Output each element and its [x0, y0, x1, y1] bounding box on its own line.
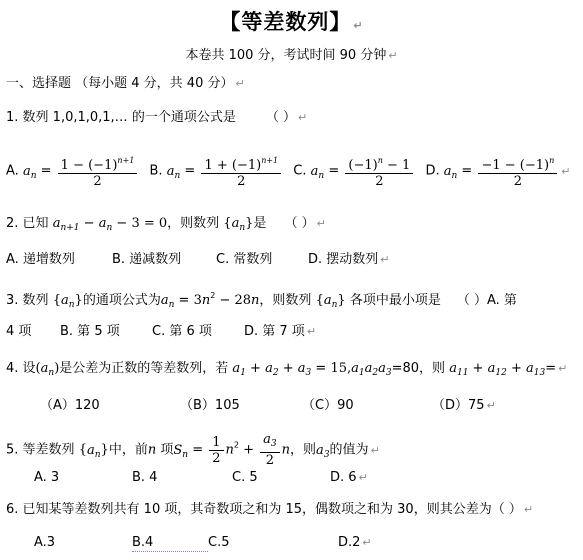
option-c[interactable]: C.5 — [208, 535, 230, 550]
question-5-options: A. 3 B. 4 C. 5 D. 6 ↵ — [34, 470, 368, 485]
option-a-cont[interactable]: 4 项 — [6, 324, 32, 339]
question-3-stem: 3. 数列 $\{a_n\}$的通项公式为$a_n = 3n^2 - 28n$，则数列 $\{a_n\}$ 各项中最小项是 （ ）A. 第 — [6, 291, 517, 310]
question-1-options: A. $a_n$ = $\frac{1 - (-1)^{n+1}}{2}$ B. $a_n$ = $\frac{1 + (-1)^{n+1}}{2}$ C. $a_n$ = $\frac{(-1)^n - 1}{2}$ D. $a_n$ = $\frac{-1 - (-1)^n}{2}$ ↵ — [6, 153, 570, 189]
option-b[interactable]: B. 第 5 项 — [60, 324, 120, 339]
option-b[interactable]: B. 递减数列 — [112, 252, 182, 267]
option-a[interactable]: （A）120 — [40, 398, 100, 413]
option-c[interactable]: C. 5 — [232, 470, 258, 485]
option-d[interactable]: D. $a_n$ = $\frac{-1 - (-1)^n}{2}$ — [425, 153, 559, 189]
option-a[interactable]: A. 递增数列 — [6, 252, 75, 267]
page-title: 【等差数列】 ↵ — [219, 10, 364, 34]
option-b[interactable]: B. 4 — [132, 470, 158, 485]
option-d[interactable]: D. 第 7 项 — [244, 324, 305, 339]
option-a[interactable]: A. $a_n$ = $\frac{1 - (-1)^{n+1}}{2}$ — [6, 153, 139, 189]
option-d[interactable]: （D）75 — [432, 398, 485, 413]
question-4-options: （A）120 （B）105 （C）90 （D）75 ↵ — [40, 398, 496, 413]
option-b[interactable]: （B）105 — [180, 398, 240, 413]
question-2-options: A. 递增数列 B. 递减数列 C. 常数列 D. 摆动数列 ↵ — [6, 252, 390, 267]
option-a[interactable]: A. 3 — [34, 470, 60, 485]
option-d[interactable]: D.2 — [338, 535, 361, 550]
question-6-options: A.3 B.4 C.5 D.2 ↵ — [34, 535, 372, 550]
question-5-stem: 5. 等差数列 $\{a_n\}$中，前n 项$S_n$ = $\frac{1}{2}$ $n^2$ + $\frac{a_3}{2}$ n，则$a_3$的值为 ↵ — [6, 432, 380, 468]
option-c[interactable]: C. 第 6 项 — [152, 324, 212, 339]
exam-info: 本卷共 100 分，考试时间 90 分钟 ↵ — [185, 48, 398, 63]
option-c[interactable]: C. 常数列 — [216, 252, 273, 267]
option-b[interactable]: B. $a_n$ = $\frac{1 + (-1)^{n+1}}{2}$ — [150, 153, 284, 189]
question-2-stem: 2. 已知 $a_{n+1} - a_n - 3 = 0$，则数列 $\{a_n\}$是 （ ） ↵ — [6, 216, 326, 233]
question-1-stem: 1. 数列 1,0,1,0,1,… 的一个通项公式是 （ ） ↵ — [6, 110, 308, 125]
option-c[interactable]: （C）90 — [302, 398, 354, 413]
question-3-options: 4 项 B. 第 5 项 C. 第 6 项 D. 第 7 项 ↵ — [6, 324, 317, 339]
option-c[interactable]: C. $a_n$ = $\frac{(-1)^n - 1}{2}$ — [293, 153, 415, 189]
option-d[interactable]: D. 6 — [330, 470, 357, 485]
option-d[interactable]: D. 摆动数列 — [308, 252, 379, 267]
option-a[interactable]: A.3 — [34, 535, 56, 550]
option-b[interactable]: B.4 — [132, 535, 208, 552]
question-4-stem: 4. 设$(a_n)$是公差为正数的等差数列，若 $a_1 + a_2 + a_3 = 15,a_1a_2a_3=80$，则 $a_{11} + a_{12} + a_{13}=$ ↵ — [6, 361, 568, 378]
section-heading: 一、选择题 （每小题 4 分，共 40 分） ↵ — [6, 76, 245, 91]
question-6-stem: 6. 已知某等差数列共有 10 项，其奇数项之和为 15，偶数项之和为 30，则其公差为（ ） ↵ — [6, 502, 534, 517]
